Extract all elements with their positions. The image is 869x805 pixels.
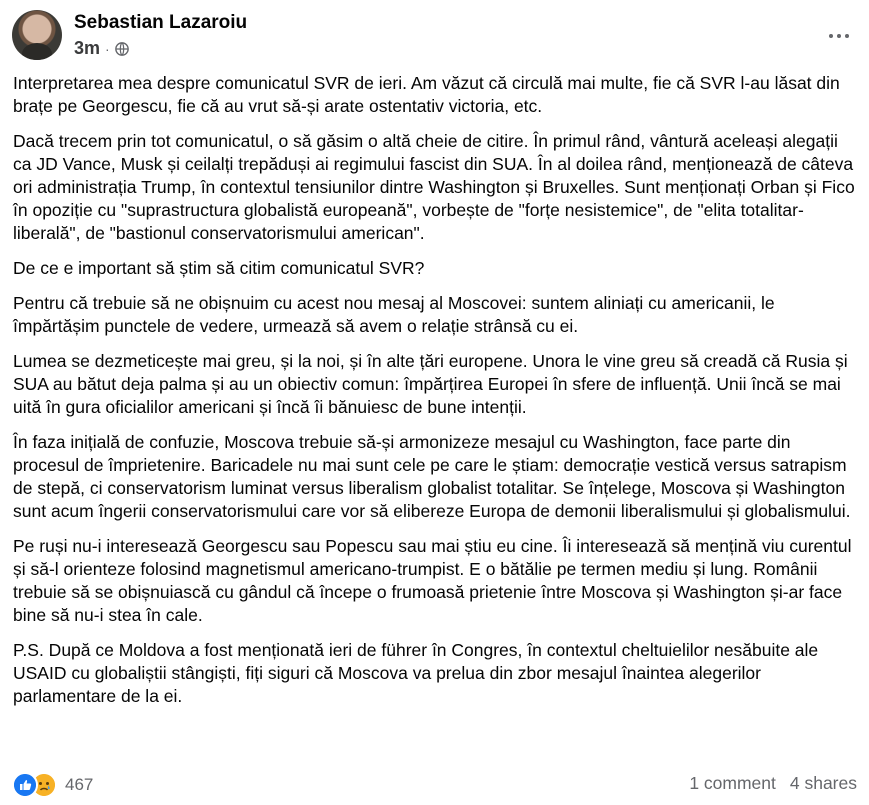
like-icon (12, 772, 38, 798)
meta-separator: · (105, 40, 110, 57)
reaction-count[interactable]: 467 (65, 775, 94, 794)
avatar[interactable] (12, 10, 62, 60)
post-paragraph: De ce e important să știm să citim comunicatul SVR? (13, 258, 425, 278)
post-paragraph: Interpretarea mea despre comunicatul SVR de ieri. Am văzut că circulă mai multe, fie că SVR l-au lăsat din brațe pe Georgescu, fie că au vrut să-și arate ostentativ victoria, etc. (13, 73, 840, 116)
post-header (12, 10, 857, 64)
engagement-counts (689, 773, 857, 794)
post-paragraph: În faza inițială de confuzie, Moscova trebuie să-și armonizeze mesajul cu Washington, face parte din procesul de împrietenire. Baricadele nu mai sunt cele pe care le știam: democrație vestică versus satrapism de stepă, ci conservatorism luminat versus liberalism globalist totalitar. Se înțelege, Moscova și Washington sunt acum îngerii conservatorismului care vor să elibereze Europa de demonii liberalismului și globalismului. (13, 432, 851, 521)
post-paragraph: Dacă trecem prin tot comunicatul, o să găsim o altă cheie de citire. În primul rând, vântură aceleași alegații ca JD Vance, Musk și ceilalți trepăduși ai regimului fascist din SUA. În al doilea rând, menționează de câteva ori administrația Trump, în contextul tensiunilor dintre Washington și Bruxelles. Sunt menționați Orban și Fico în opoziție cu "suprastructura globalistă europeană", vorbește de "forțe nesistemice", de "elita totalitar-liberală", de "bastionul conservatorismului american". (13, 131, 855, 243)
post-footer (12, 772, 857, 798)
reactions-summary[interactable] (12, 772, 93, 798)
author-name[interactable]: Sebastian Lazaroiu (74, 12, 248, 33)
post-paragraph: P.S. După ce Moldova a fost menționată ieri de führer în Congres, în contextul cheltuielilor nesăbuite ale USAID cu globaliștii stângiști, fiți siguri că Moscova va prelua din zbor mesajul înaintea alegerilor parlamentare de la ei. (13, 640, 819, 706)
post-paragraph: Lumea se dezmeticește mai greu, și la noi, și în alte țări europene. Unora le vine greu să creadă că Rusia și SUA au bătut deja palma și au un obiectiv comun: împărțirea Europei în sfere de influență. Unii încă se mai uită în gura oficialilor americani și încă îi bănuiesc de bune intenții. (13, 351, 848, 417)
comments-count[interactable]: 1 comment (689, 773, 776, 793)
more-options-button[interactable] (821, 22, 857, 50)
post-paragraph: Pe ruși nu-i interesează Georgescu sau Popescu sau mai știu eu cine. Îi interesează să mențină viu curentul și să-l orienteze folosind magnetismul americano-trumpist. E o bătălie pe termen mediu și lung. Românii trebuie să se obișnuiască cu gândul că începe o frumoasă prietenie între Moscova și Washington și-ar face bine să nu-i stea în cale. (13, 536, 852, 625)
post-meta (74, 38, 129, 59)
globe-icon[interactable] (115, 42, 129, 56)
dot-icon (837, 34, 841, 38)
shares-count[interactable]: 4 shares (789, 773, 857, 793)
dot-icon (845, 34, 849, 38)
dot-icon (829, 34, 833, 38)
post-paragraph: Pentru că trebuie să ne obișnuim cu acest nou mesaj al Moscovei: suntem aliniați cu americanii, le împărtășim punctele de vedere, urmează să avem o relație strânsă cu ei. (13, 293, 775, 336)
post-content (13, 72, 859, 720)
post-time[interactable]: 3m (74, 38, 101, 58)
